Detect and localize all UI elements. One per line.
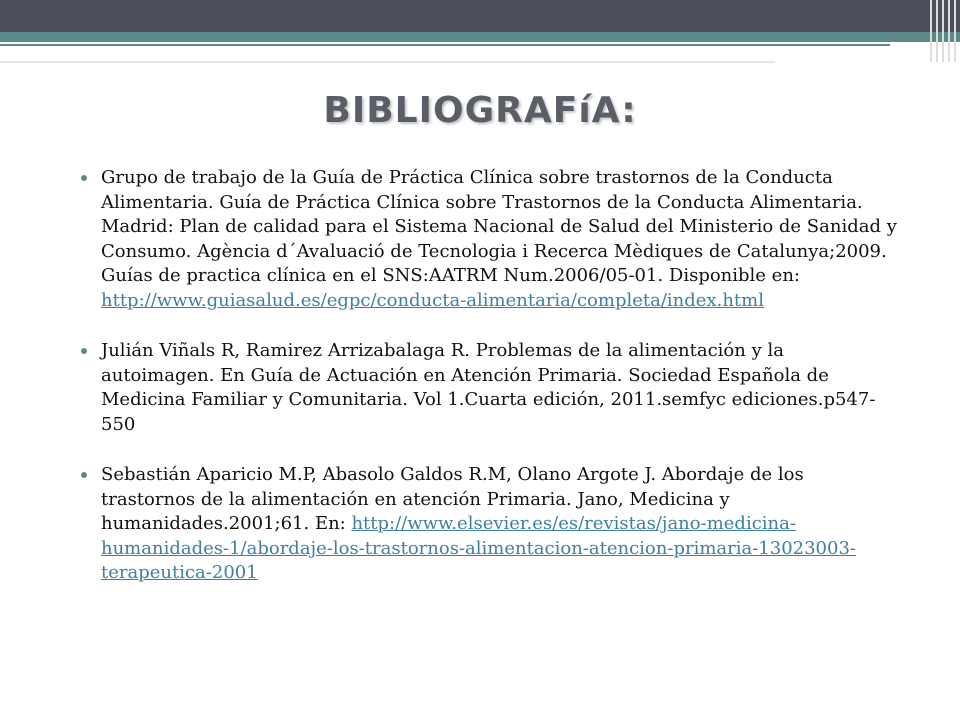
reference-list xyxy=(78,166,898,612)
header-accent-band xyxy=(0,32,960,42)
reference-link[interactable]: http://www.elsevier.es/es/revistas/jano-medicina-humanidades-1/abordaje-los-trastornos-alimentacion-atencion-primaria-13023003-terapeutica-2001 xyxy=(101,513,856,583)
decorative-vertical-lines xyxy=(928,0,960,62)
bullet-icon xyxy=(81,348,87,354)
header-divider-line-light xyxy=(0,61,775,63)
bullet-icon xyxy=(81,175,87,181)
reference-text: Sebastián Aparicio M.P, Abasolo Galdos R.M, Olano Argote J. Abordaje de los trastornos de la alimentación en atención Primaria. Jano, Medicina y humanidades.2001;61. En: xyxy=(101,464,804,534)
reference-text: Grupo de trabajo de la Guía de Práctica Clínica sobre trastornos de la Conducta Alimentaria. Guía de Práctica Clínica sobre Trastornos de la Conducta Alimentaria. Madrid: Plan de calidad para el Sistema Nacional de Salud del Ministerio de Sanidad y Consumo. Agència d´Avaluació de Tecnologia i Recerca Mèdiques de Catalunya;2009. Guías de practica clínica en el SNS:AATRM Num.2006/05-01. Disponible en: xyxy=(101,167,897,286)
reference-item xyxy=(78,463,898,586)
reference-text: Julián Viñals R, Ramirez Arrizabalaga R. Problemas de la alimentación y la autoimagen. En Guía de Actuación en Atención Primaria. Sociedad Española de Medicina Familiar y Comunitaria. Vol 1.Cuarta edición, 2011.semfyc ediciones.p547-550 xyxy=(101,340,876,435)
reference-link[interactable]: http://www.guiasalud.es/egpc/conducta-alimentaria/completa/index.html xyxy=(101,289,764,311)
slide-title: BIBLIOGRAFíA: xyxy=(323,90,637,131)
bullet-icon xyxy=(81,472,87,478)
header-band xyxy=(0,0,960,32)
reference-item xyxy=(78,339,898,437)
header-divider-line xyxy=(0,44,890,46)
reference-item xyxy=(78,166,898,313)
